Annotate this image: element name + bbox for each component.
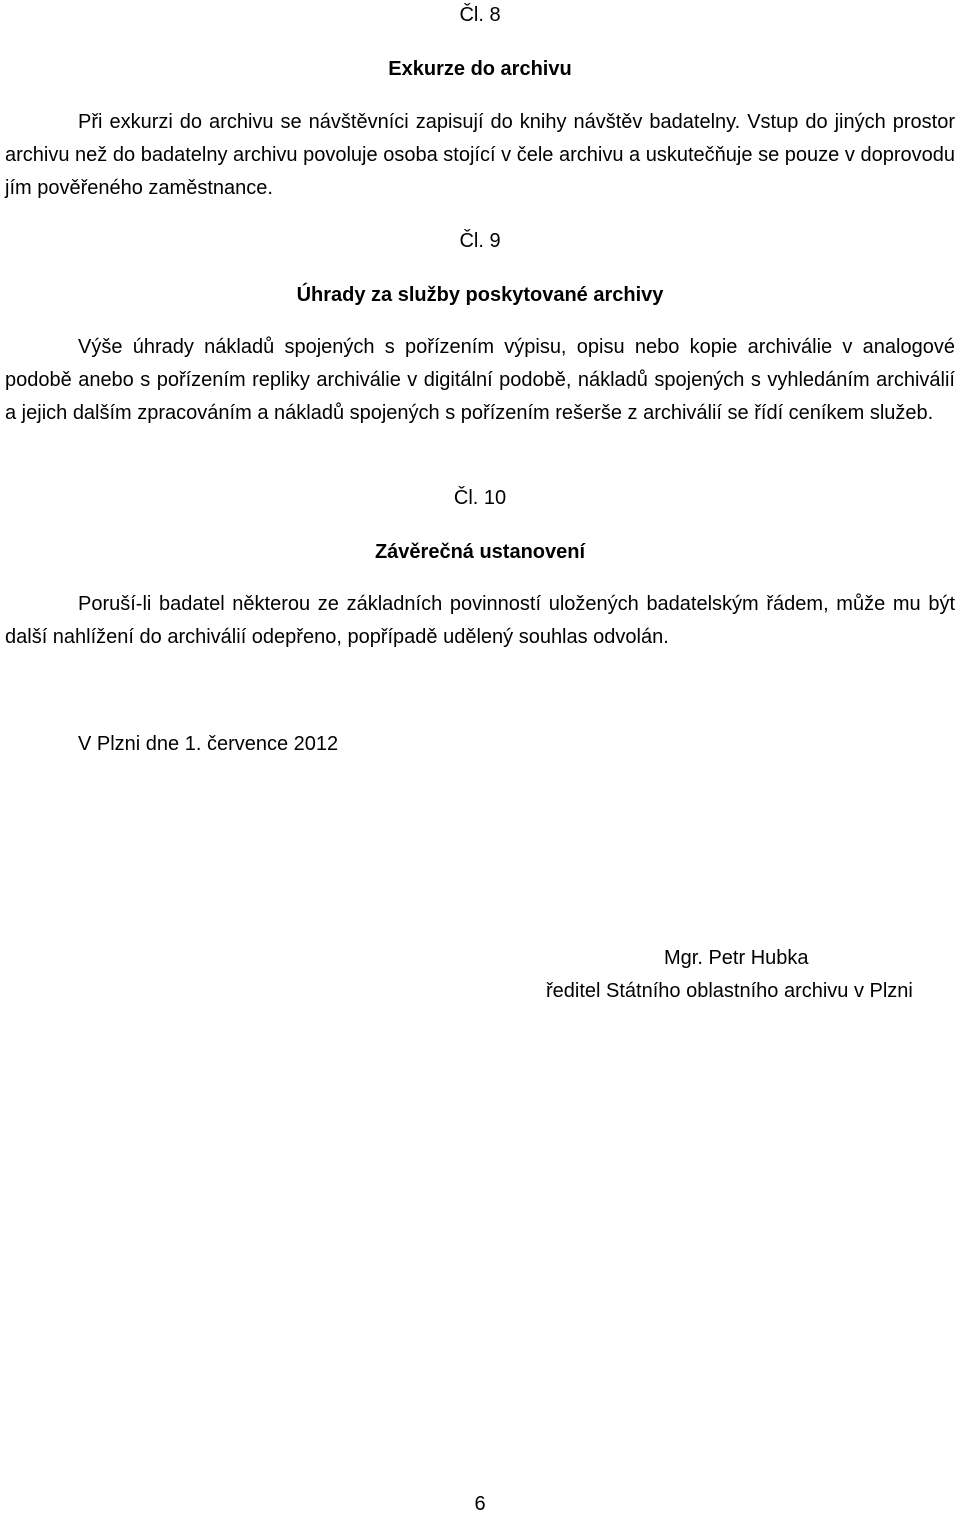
article-8-number: Čl. 8 bbox=[459, 4, 501, 26]
article-10-number: Čl. 10 bbox=[453, 487, 507, 509]
article-9-paragraph: Výše úhrady nákladů spojených s pořízením výpisu, opisu nebo kopie archiválie v analogové podobě anebo s pořízením repliky archiválie v digitální podobě, nákladů spojených s vyhledáním archiválií a jejich dalším zpracováním a nákladů spojených s pořízením rešerše z archiválií se řídí ceníkem služeb. bbox=[5, 336, 955, 424]
article-8-title: Exkurze do archivu bbox=[388, 58, 572, 80]
article-10-title: Závěrečná ustanovení bbox=[374, 541, 586, 563]
article-8-text bbox=[5, 106, 955, 205]
article-10-text bbox=[5, 588, 955, 654]
signature-name: Mgr. Petr Hubka bbox=[664, 947, 809, 969]
place-date: V Plzni dne 1. července 2012 bbox=[78, 733, 339, 755]
page-number: 6 bbox=[474, 1493, 486, 1515]
article-9-title: Úhrady za služby poskytované archivy bbox=[296, 284, 664, 306]
article-8-paragraph: Při exkurzi do archivu se návštěvníci zapisují do knihy návštěv badatelny. Vstup do jiných prostor archivu než do badatelny archivu povoluje osoba stojící v čele archivu a uskutečňuje se pouze v doprovodu jím pověřeného zaměstnance. bbox=[5, 111, 955, 199]
signature-role: ředitel Státního oblastního archivu v Plzni bbox=[546, 980, 913, 1002]
article-9-number: Čl. 9 bbox=[459, 230, 501, 252]
article-10-paragraph: Poruší-li badatel některou ze základních povinností uložených badatelským řádem, může mu být další nahlížení do archiválií odepřeno, popřípadě udělený souhlas odvolán. bbox=[5, 593, 955, 648]
article-9-text bbox=[5, 331, 955, 430]
